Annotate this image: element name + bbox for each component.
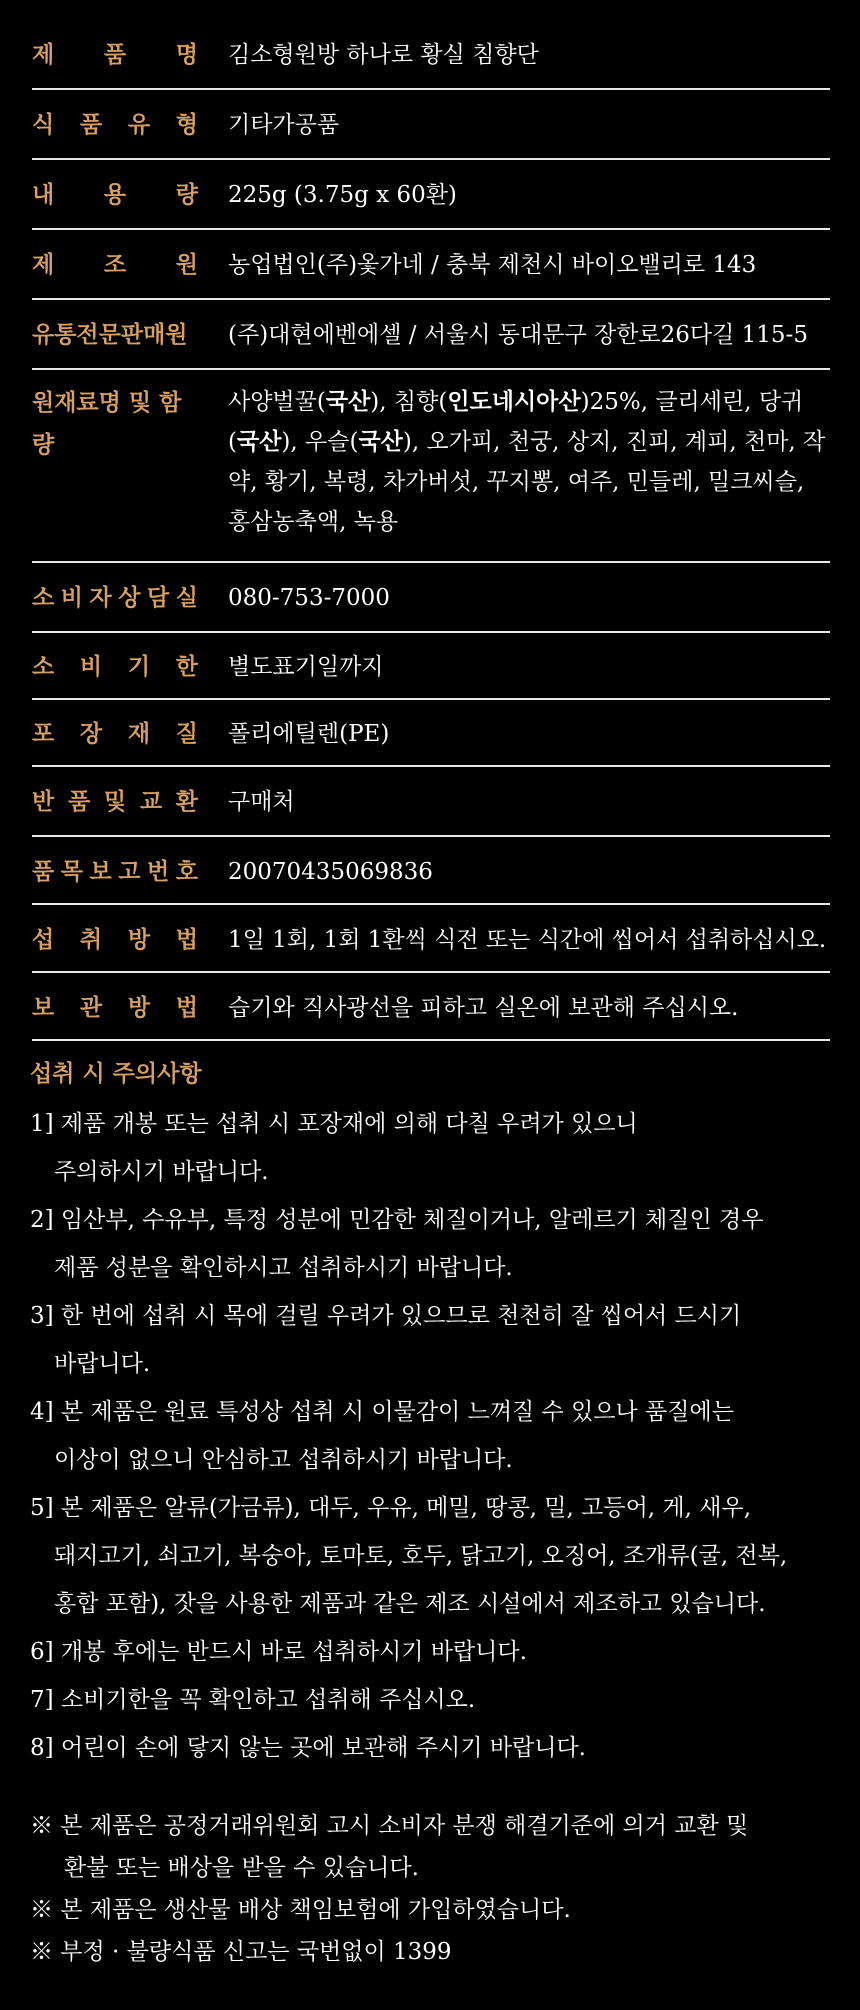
caution-item [30,1196,840,1292]
caution-item [30,1676,840,1724]
info-row-label-char: 제 [32,41,55,68]
info-row [32,837,830,905]
ingredient-text: 사양벌꿀( [228,389,326,415]
caution-line: 1] 제품 개봉 또는 섭취 시 포장재에 의해 다칠 우려가 있으니 [30,1111,638,1137]
info-row-label [32,646,228,688]
info-row-label [32,244,228,286]
caution-line: 돼지고기, 쇠고기, 복숭아, 토마토, 호두, 닭고기, 오징어, 조개류(굴, 전복, [54,1543,788,1569]
info-row [32,563,830,633]
info-row-label-char: 기 [127,653,151,680]
notice-line: ※ 본 제품은 공정거래위원회 고시 소비자 분쟁 해결기준에 의거 교환 및 [30,1813,749,1839]
info-row-value: 20070435069836 [228,859,433,885]
info-row-value: 080-753-7000 [228,585,390,611]
notice-line: 환불 또는 배상을 받을 수 있습니다. [64,1855,419,1881]
info-row-label-char: 식 [32,111,55,138]
origin-emphasis: 국산 [325,388,371,415]
ingredient-text: )25%, 글리세린, 당귀( [228,389,804,455]
origin-emphasis: 국산 [358,428,403,455]
info-row-label-char: 목 [60,858,83,885]
info-row-label-char: 품 [67,788,91,815]
caution-item [30,1628,840,1676]
caution-item [30,1388,840,1484]
info-row-label-char: 담 [147,584,170,611]
info-row-label-char: 품 [32,858,55,885]
info-row-label [32,34,228,76]
info-row-label-char: 제 [32,251,55,278]
caution-item [30,1292,840,1388]
info-row-label-char: 법 [175,994,198,1021]
notices-section [30,1805,840,1973]
info-row [32,20,830,90]
info-row-value: 폴리에틸렌(PE) [228,721,390,747]
info-row-label-char: 비 [79,653,103,680]
caution-line: 제품 성분을 확인하시고 섭취하시기 바랍니다. [54,1255,513,1281]
info-row-label-char: 교 [139,788,163,815]
info-row-label-char: 용 [103,181,127,208]
info-row [32,230,830,300]
info-row-value: 습기와 직사광선을 피하고 실온에 보관해 주십시오. [228,995,739,1021]
caution-line: 3] 한 번에 섭취 시 목에 걸릴 우려가 있으므로 천천히 잘 씹어서 드시기 [30,1303,742,1329]
info-row-label-char: 원재료명 및 함량 [32,389,182,458]
info-row-label [32,987,228,1029]
info-row [32,905,830,973]
info-row-label-char: 반 [32,788,55,815]
info-row-value: 김소형원방 하나로 황실 침향단 [228,42,539,68]
caution-line: 바랍니다. [54,1351,151,1377]
notice-line: ※ 부정 · 불량식품 신고는 국번없이 1399 [30,1939,452,1965]
info-row-label-char: 포 [32,720,55,747]
info-row [32,160,830,230]
info-row-label-char: 번 [147,858,170,885]
caution-line: 7] 소비기한을 꼭 확인하고 섭취해 주십시오. [30,1687,476,1713]
info-row-label-char: 법 [175,926,198,953]
info-row [32,767,830,837]
info-row-label-char: 원 [175,251,198,278]
info-row-label [32,851,228,893]
info-row-label-char: 소 [32,653,55,680]
info-row-value: 별도표기일까지 [228,654,384,680]
info-row-label [32,104,228,146]
info-row-label-char: 한 [175,653,198,680]
notice-item [30,1931,840,1973]
info-row-label-char: 형 [175,111,198,138]
info-row-label [32,919,228,961]
info-row-label [32,382,228,466]
info-row [32,90,830,160]
ingredient-text: ), 침향( [370,389,448,415]
notice-line: ※ 본 제품은 생산물 배상 책임보험에 가입하였습니다. [30,1897,571,1923]
info-row-label-char: 재 [127,720,151,747]
info-row [32,700,830,767]
info-row-label-char: 조 [103,251,127,278]
caution-line: 2] 임산부, 수유부, 특정 성분에 민감한 체질이거나, 알레르기 체질인 경우 [30,1207,764,1233]
product-info-table [32,20,830,1041]
info-row-value: 구매처 [228,789,295,815]
caution-line: 이상이 없으니 안심하고 섭취하시기 바랍니다. [54,1447,513,1473]
info-row-label-char: 품 [103,41,127,68]
info-row-label [32,577,228,619]
origin-emphasis: 인도네시아산 [447,388,581,415]
info-row-value: 농업법인(주)옻가네 / 충북 제천시 바이오밸리로 143 [228,252,757,278]
origin-emphasis: 국산 [236,428,282,455]
info-row-label-char: 보 [32,994,55,1021]
info-row-label-char: 관 [79,994,103,1021]
info-row-label-char: 질 [175,720,198,747]
caution-line: 주의하시기 바랍니다. [54,1159,269,1185]
info-row-label-char: 고 [118,858,141,885]
info-row-label-char: 유 [127,111,151,138]
ingredient-text: ), 우슬( [281,429,359,455]
cautions-list [30,1100,840,1772]
caution-line: 6] 개봉 후에는 반드시 바로 섭취하시기 바랍니다. [30,1639,527,1665]
info-row-label-char: 환 [175,788,198,815]
cautions-title: 섭취 시 주의사항 [30,1060,202,1087]
info-row-label-char: 호 [175,858,198,885]
info-row-label-char: 보 [89,858,112,885]
info-row-label [32,781,228,823]
info-row-label-char: 비 [60,584,83,611]
ingredient-text: ), 오가피, 천궁, 상지, 진피, 계피, 천마, 작약, 황기, 복령, 차가버섯, 꾸지뽕, 여주, 민들레, 밀크씨슬, 홍삼농축액, 녹용 [228,429,826,535]
info-row-label [32,314,228,356]
notice-item [30,1805,840,1889]
info-row-label-char: 및 [103,788,127,815]
caution-line: 5] 본 제품은 알류(가금류), 대두, 우유, 메밀, 땅콩, 밀, 고등어, 게, 새우, [30,1495,752,1521]
caution-line: 홍합 포함), 잣을 사용한 제품과 같은 제조 시설에서 제조하고 있습니다. [54,1591,766,1617]
caution-line: 8] 어린이 손에 닿지 않는 곳에 보관해 주시기 바랍니다. [30,1735,586,1761]
info-row-label-char: 유통전문판매원 [32,321,188,348]
info-row-label-char: 소 [32,584,55,611]
info-row-value: 1일 1회, 1회 1환씩 식전 또는 식간에 씹어서 섭취하십시오. [228,927,827,953]
info-row-label [32,713,228,755]
caution-item [30,1100,840,1196]
info-row [32,973,830,1041]
info-row-label-char: 방 [127,926,151,953]
info-row-value: 기타가공품 [228,112,340,138]
info-row-value: 225g (3.75g x 60환) [228,182,457,208]
info-row-label [32,174,228,216]
notice-item [30,1889,840,1931]
info-row-label-char: 장 [79,720,103,747]
info-row-label-char: 방 [127,994,151,1021]
caution-line: 4] 본 제품은 원료 특성상 섭취 시 이물감이 느껴질 수 있으나 품질에는 [30,1399,734,1425]
info-row-value [228,382,830,542]
info-row-label-char: 취 [79,926,103,953]
caution-item [30,1724,840,1772]
info-row-label-char: 명 [175,41,198,68]
info-row-label-char: 품 [79,111,103,138]
info-row-label-char: 자 [89,584,112,611]
info-row-label-char: 상 [118,584,141,611]
info-row-value: (주)대현에벤에셀 / 서울시 동대문구 장한로26다길 115-5 [228,322,808,348]
info-row-label-char: 량 [175,181,198,208]
info-row [32,370,830,563]
intake-cautions-section [30,1052,840,1772]
info-row [32,300,830,370]
info-row [32,633,830,700]
info-row-label-char: 섭 [32,926,55,953]
caution-item [30,1484,840,1628]
info-row-label-char: 실 [175,584,198,611]
info-row-label-char: 내 [32,181,55,208]
